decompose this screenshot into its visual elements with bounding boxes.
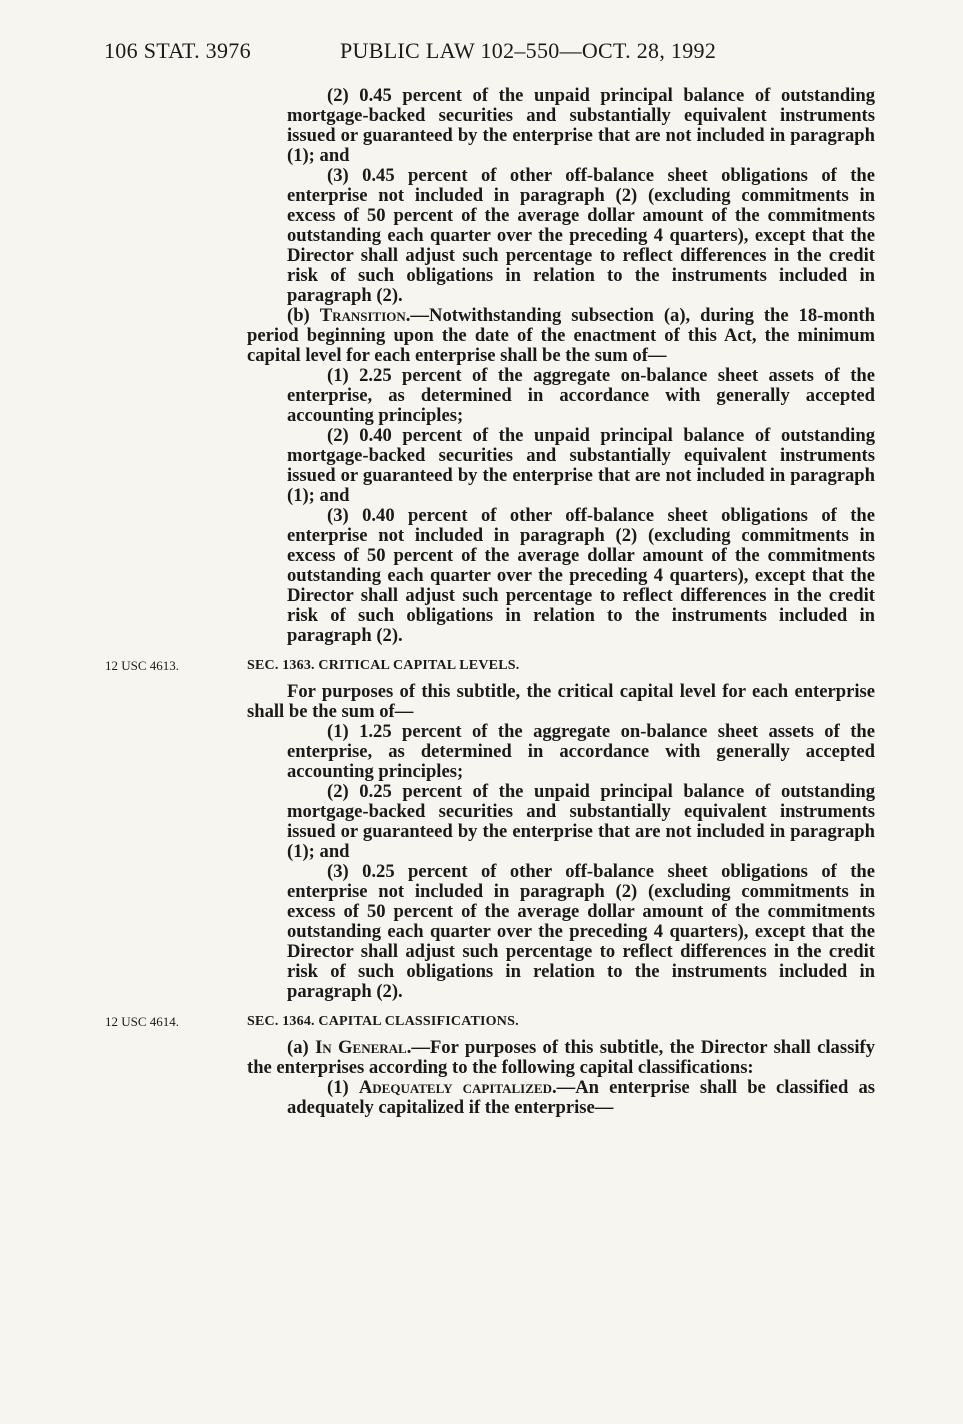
subsection-label: (a) bbox=[287, 1037, 316, 1058]
section-item-1 bbox=[287, 1078, 875, 1118]
section-item-1: (1) 1.25 percent of the aggregate on-balance sheet assets of the enterprise, as determined in accordance with generally accepted accounting principles; bbox=[287, 721, 875, 782]
transition-item-3: (3) 0.40 percent of other off-balance sheet obligations of the enterprise not included in paragraph (2) (excluding commitments in excess of 50 percent of the average dollar amount of the commitments outstanding each quarter over the preceding 4 quarters), except that the Director shall adjust such percentage to reflect differences in the credit risk of such obligations in relation to the instruments included in paragraph (2). bbox=[287, 505, 875, 646]
section-item-3: (3) 0.25 percent of other off-balance sheet obligations of the enterprise not included in paragraph (2) (excluding commitments in excess of 50 percent of the average dollar amount of the commitments outstanding each quarter over the preceding 4 quarters), except that the Director shall adjust such percentage to reflect differences in the credit risk of such obligations in relation to the instruments included in paragraph (2). bbox=[287, 861, 875, 1002]
subsection-heading: Transition bbox=[319, 305, 406, 326]
stat-reference: 106 STAT. 3976 bbox=[104, 38, 251, 63]
margin-citation: 12 USC 4613. bbox=[105, 658, 180, 673]
subsection-text: Notwithstanding subsection (a), during the 18-month period beginning upon the date of the enactment of this Act, the minimum capital level for each enterprise shall be the sum of— bbox=[247, 305, 876, 366]
section-item-2: (2) 0.25 percent of the unpaid principal balance of outstanding mortgage-backed securities and substantially equivalent instruments issued or guaranteed by the enterprise that are not included in paragraph (1); and bbox=[287, 781, 875, 862]
subsection-in-general bbox=[247, 1038, 875, 1078]
item-dash: .— bbox=[551, 1077, 576, 1098]
subsection-dash: .— bbox=[405, 305, 430, 326]
section-heading: SEC. 1364. CAPITAL CLASSIFICATIONS. bbox=[247, 1014, 519, 1029]
law-title: PUBLIC LAW 102–550—OCT. 28, 1992 bbox=[340, 38, 717, 63]
transition-item-2: (2) 0.40 percent of the unpaid principal balance of outstanding mortgage-backed securities and substantially equivalent instruments issued or guaranteed by the enterprise that are not included in paragraph (1); and bbox=[287, 425, 875, 506]
item-text: An enterprise shall be classified as adequately capitalized if the enterprise— bbox=[287, 1077, 875, 1118]
section-1363 bbox=[105, 656, 875, 1002]
subsection-dash: .— bbox=[406, 1037, 430, 1058]
section-1364 bbox=[105, 1012, 875, 1118]
item-label: (1) bbox=[327, 1077, 359, 1098]
transition-item-1: (1) 2.25 percent of the aggregate on-balance sheet assets of the enterprise, as determined in accordance with generally accepted accounting principles; bbox=[287, 365, 875, 426]
section-heading: SEC. 1363. CRITICAL CAPITAL LEVELS. bbox=[247, 658, 520, 673]
item-heading: Adequately capitalized bbox=[358, 1077, 552, 1098]
page-header bbox=[0, 38, 963, 68]
subsection-transition bbox=[247, 306, 875, 366]
paragraph-item-3: (3) 0.45 percent of other off-balance sheet obligations of the enterprise not included in paragraph (2) (excluding commitments in excess of 50 percent of the average dollar amount of the commitments outstanding each quarter over the preceding 4 quarters), except that the Director shall adjust such percentage to reflect differences in the credit risk of such obligations in relation to the instruments included in paragraph (2). bbox=[287, 165, 875, 306]
subsection-text: For purposes of this subtitle, the Director shall classify the enterprises according to the following capital classifications: bbox=[247, 1037, 875, 1078]
margin-citation: 12 USC 4614. bbox=[105, 1014, 180, 1029]
subsection-label: (b) bbox=[287, 305, 320, 326]
subsection-heading: In General bbox=[315, 1037, 407, 1058]
document-body bbox=[105, 85, 876, 1118]
section-intro: For purposes of this subtitle, the critical capital level for each enterprise shall be the sum of— bbox=[247, 681, 875, 722]
paragraph-item-2: (2) 0.45 percent of the unpaid principal balance of outstanding mortgage-backed securities and substantially equivalent instruments issued or guaranteed by the enterprise that are not included in paragraph (1); and bbox=[287, 85, 875, 166]
